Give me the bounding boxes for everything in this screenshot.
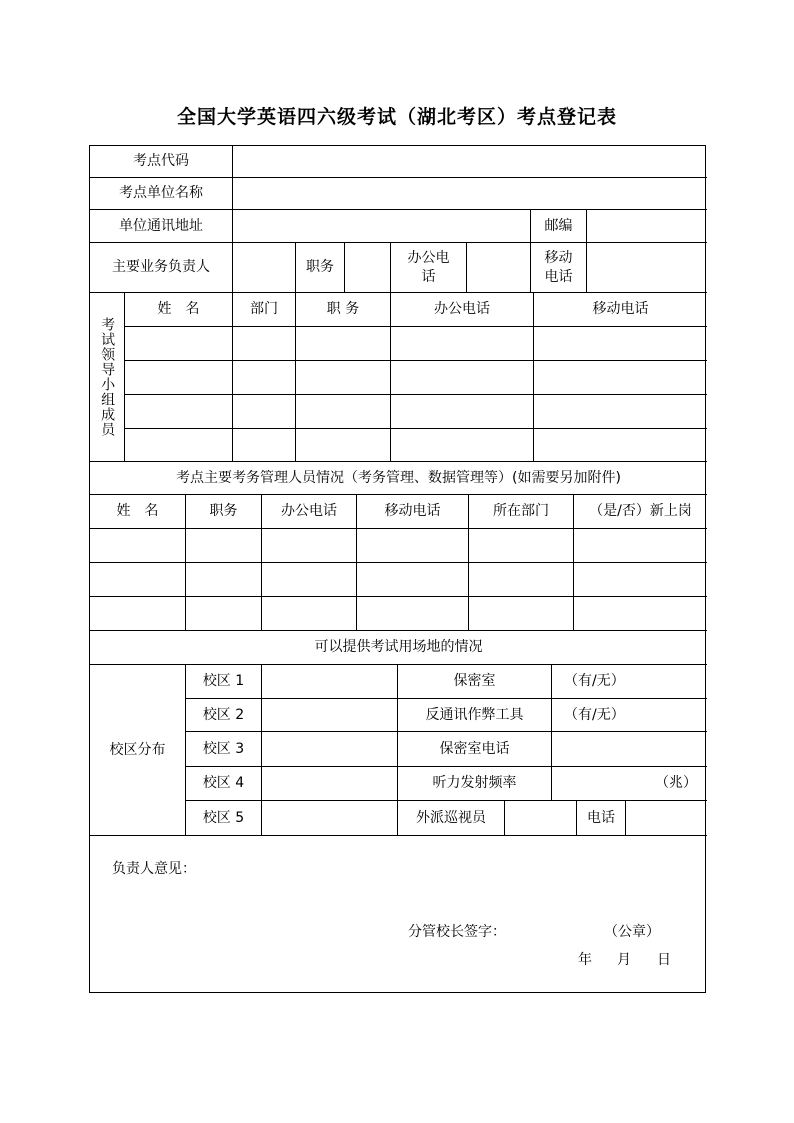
leadership-cell[interactable] [233, 395, 296, 429]
unit-name-field[interactable] [233, 178, 707, 210]
listening-freq-field[interactable]: （兆） [552, 767, 707, 801]
manager-mobile-field[interactable] [587, 243, 707, 293]
campus-5-label: 校区 5 [186, 801, 262, 836]
registration-form [89, 145, 706, 993]
signature-label: 分管校长签字： [408, 924, 506, 940]
manager-name-field[interactable] [233, 243, 296, 293]
leadership-cell[interactable] [296, 429, 391, 462]
date-day: 日 [657, 952, 671, 968]
staff-cell[interactable] [357, 563, 469, 597]
confidential-room-have-none[interactable]: （有/无） [552, 665, 707, 699]
staff-cell[interactable] [262, 529, 357, 563]
campus-1-label: 校区 1 [186, 665, 262, 699]
seal-label: （公章） [604, 924, 660, 940]
leadership-header-name: 姓 名 [125, 293, 233, 327]
staff-cell[interactable] [574, 563, 707, 597]
campus-4-label: 校区 4 [186, 767, 262, 801]
manager-mobile-label: 移动电话 [531, 243, 587, 293]
manager-office-phone-field[interactable] [467, 243, 531, 293]
manager-post-field[interactable] [345, 243, 391, 293]
inspector-phone-field[interactable] [626, 801, 707, 836]
staff-cell[interactable] [574, 597, 707, 631]
leadership-cell[interactable] [391, 395, 534, 429]
page-title: 全国大学英语四六级考试（湖北考区）考点登记表 [176, 106, 617, 128]
confidential-room-label: 保密室 [398, 665, 552, 699]
date-month: 月 [617, 952, 631, 968]
leadership-cell[interactable] [125, 361, 233, 395]
staff-cell[interactable] [186, 529, 262, 563]
staff-cell[interactable] [469, 529, 574, 563]
campus-3-label: 校区 3 [186, 732, 262, 767]
leadership-cell[interactable] [233, 429, 296, 462]
staff-cell[interactable] [469, 563, 574, 597]
staff-header-mobile: 移动电话 [357, 495, 469, 529]
staff-cell[interactable] [469, 597, 574, 631]
campus-side-label: 校区分布 [90, 665, 186, 836]
staff-cell[interactable] [90, 597, 186, 631]
unit-name-label: 考点单位名称 [90, 178, 233, 210]
staff-cell[interactable] [186, 563, 262, 597]
staff-header-dept: 所在部门 [469, 495, 574, 529]
staff-cell[interactable] [357, 597, 469, 631]
staff-header-office-phone: 办公电话 [262, 495, 357, 529]
manager-office-phone-label: 办公电话 [391, 243, 467, 293]
campus-1-field[interactable] [262, 665, 398, 699]
leadership-header-post: 职 务 [296, 293, 391, 327]
leadership-cell[interactable] [125, 429, 233, 462]
leadership-cell[interactable] [391, 429, 534, 462]
venue-section-title: 可以提供考试用场地的情况 [90, 631, 707, 665]
leadership-cell[interactable] [534, 327, 707, 361]
campus-4-field[interactable] [262, 767, 398, 801]
staff-header-post: 职务 [186, 495, 262, 529]
inspector-label: 外派巡视员 [398, 801, 505, 836]
anti-cheat-tools-have-none[interactable]: （有/无） [552, 699, 707, 732]
campus-2-label: 校区 2 [186, 699, 262, 732]
leadership-cell[interactable] [534, 429, 707, 462]
leadership-header-office-phone: 办公电话 [391, 293, 534, 327]
leadership-cell[interactable] [125, 395, 233, 429]
postcode-label: 邮编 [531, 210, 587, 243]
opinion-label: 负责人意见： [112, 861, 196, 877]
staff-cell[interactable] [262, 563, 357, 597]
inspector-phone-label: 电话 [577, 801, 626, 836]
leadership-cell[interactable] [534, 361, 707, 395]
leadership-cell[interactable] [296, 361, 391, 395]
site-code-field[interactable] [233, 146, 707, 178]
date-year: 年 [578, 952, 592, 968]
staff-cell[interactable] [357, 529, 469, 563]
staff-cell[interactable] [90, 529, 186, 563]
campus-3-field[interactable] [262, 732, 398, 767]
leadership-side-label: 考试领导小组成员 [90, 293, 125, 462]
approval-area[interactable] [90, 836, 707, 992]
staff-section-title: 考点主要考务管理人员情况（考务管理、数据管理等）(如需要另加附件) [90, 462, 707, 495]
staff-cell[interactable] [262, 597, 357, 631]
address-field[interactable] [233, 210, 531, 243]
leadership-cell[interactable] [391, 327, 534, 361]
leadership-cell[interactable] [391, 361, 534, 395]
site-code-label: 考点代码 [90, 146, 233, 178]
leadership-cell[interactable] [534, 395, 707, 429]
leadership-header-dept: 部门 [233, 293, 296, 327]
campus-5-field[interactable] [262, 801, 398, 836]
staff-header-name: 姓 名 [90, 495, 186, 529]
staff-header-new-post: （是/否）新上岗 [574, 495, 707, 529]
inspector-field[interactable] [505, 801, 577, 836]
anti-cheat-tools-label: 反通讯作弊工具 [398, 699, 552, 732]
leadership-cell[interactable] [296, 395, 391, 429]
leadership-cell[interactable] [233, 327, 296, 361]
confidential-phone-label: 保密室电话 [398, 732, 552, 767]
manager-post-label: 职务 [296, 243, 345, 293]
listening-freq-label: 听力发射频率 [398, 767, 552, 801]
confidential-phone-field[interactable] [552, 732, 707, 767]
campus-2-field[interactable] [262, 699, 398, 732]
leadership-header-mobile: 移动电话 [534, 293, 707, 327]
leadership-cell[interactable] [125, 327, 233, 361]
address-label: 单位通讯地址 [90, 210, 233, 243]
postcode-field[interactable] [587, 210, 707, 243]
leadership-cell[interactable] [233, 361, 296, 395]
manager-label: 主要业务负责人 [90, 243, 233, 293]
staff-cell[interactable] [90, 563, 186, 597]
staff-cell[interactable] [186, 597, 262, 631]
leadership-cell[interactable] [296, 327, 391, 361]
staff-cell[interactable] [574, 529, 707, 563]
